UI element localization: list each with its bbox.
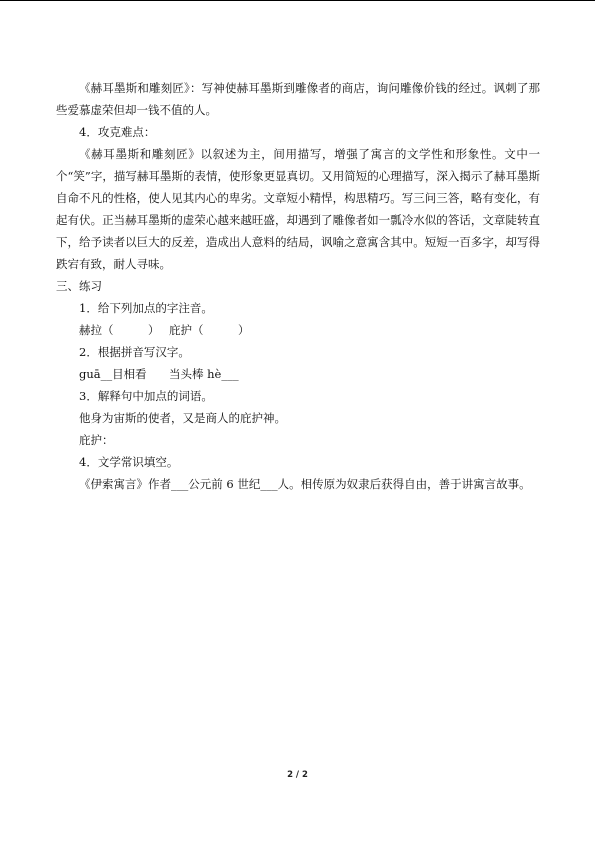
section-heading-exercises: 三、练习	[56, 279, 102, 293]
page-number: 2 / 2	[287, 770, 308, 780]
section-heading-difficulty: 4．攻克难点：	[79, 125, 156, 139]
question-3-answer: 庇护：	[79, 433, 114, 447]
hanzi-item-gua: guā__目相看	[79, 367, 147, 381]
question-2: 2．根据拼音写汉字。	[79, 345, 190, 359]
document-body	[56, 77, 540, 495]
summary-paragraph: 《赫耳墨斯和雕刻匠》：写神使赫耳墨斯到雕像者的商店，询问雕像价钱的经过。讽刺了那些爱慕虚荣但却一钱不值的人。	[56, 81, 540, 117]
page-top-border	[0, 0, 595, 1]
pinyin-row	[56, 319, 540, 341]
question-3-sentence: 他身为宙斯的使者，又是商人的庇护神。	[79, 411, 286, 425]
hanzi-item-he: 当头棒 hè___	[169, 367, 239, 381]
question-3: 3．解释句中加点的词语。	[79, 389, 213, 403]
analysis-paragraph: 《赫耳墨斯和雕刻匠》以叙述为主，间用描写，增强了寓言的文学性和形象性。文中一个“笑”字，描写赫耳墨斯的表情，使形象更显真切。又用简短的心理描写，深入揭示了赫耳墨斯自命不凡的性格，使人见其内心的卑劣。文章短小精悍，构思精巧。写三问三答，略有变化，有起有伏。正当赫耳墨斯的虚荣心越来越旺盛，却遇到了雕像者如一瓢冷水似的答话，文章陡转直下，给予读者以巨大的反差，造成出人意料的结局，讽喻之意寓含其中。短短一百多字，却写得跌宕有致，耐人寻味。	[56, 147, 540, 271]
question-4-text: 《伊索寓言》作者___公元前 6 世纪___人。相传原为奴隶后获得自由，善于讲寓言故事。	[79, 477, 531, 491]
pinyin-item-bihu: 庇护（ ）	[169, 323, 250, 337]
pinyin-item-hela: 赫拉（ ）	[79, 323, 160, 337]
question-1: 1．给下列加点的字注音。	[79, 301, 213, 315]
question-4: 4．文学常识填空。	[79, 455, 179, 469]
hanzi-row	[56, 363, 540, 385]
